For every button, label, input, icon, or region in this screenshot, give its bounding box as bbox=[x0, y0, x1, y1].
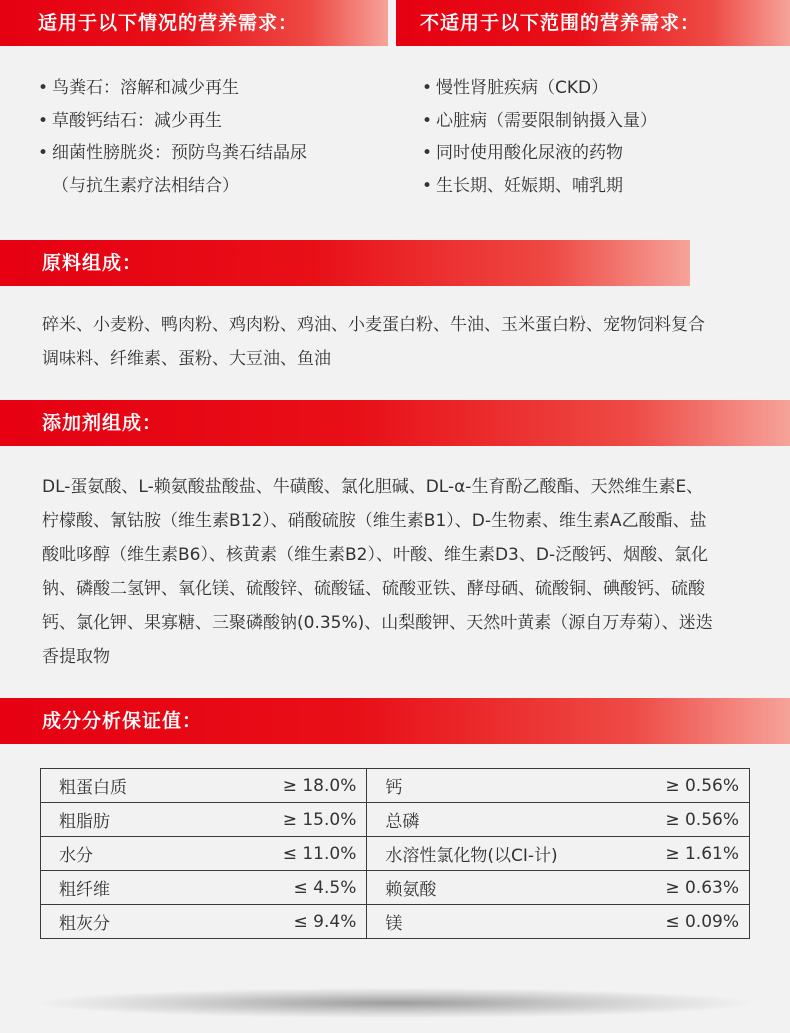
suitable-list bbox=[38, 72, 307, 202]
nutrient-value: ≥ 0.56% bbox=[585, 769, 750, 803]
list-item: • 同时使用酸化尿液的药物 bbox=[422, 143, 623, 163]
list-item: • 鸟粪石：溶解和减少再生 bbox=[38, 78, 239, 98]
nutrient-name: 水分 bbox=[41, 837, 201, 871]
nutrient-name: 粗脂肪 bbox=[41, 803, 201, 837]
unsuitable-list bbox=[422, 72, 657, 202]
nutrient-name: 粗纤维 bbox=[41, 871, 201, 905]
list-item: • 慢性肾脏疾病（CKD） bbox=[422, 78, 609, 98]
additives-text bbox=[42, 470, 762, 674]
text-line: 调味料、纤维素、蛋粉、大豆油、鱼油 bbox=[42, 349, 331, 369]
table-row bbox=[41, 905, 750, 939]
nutrient-value: ≤ 9.4% bbox=[200, 905, 367, 939]
ingredients-text bbox=[42, 308, 762, 376]
nutrient-value: ≥ 1.61% bbox=[585, 837, 750, 871]
table-row bbox=[41, 769, 750, 803]
text-line: 香提取物 bbox=[42, 647, 110, 667]
text-line: 柠檬酸、氰钴胺（维生素B12）、硝酸硫胺（维生素B1）、D-生物素、维生素A乙酸酯、盐 bbox=[42, 511, 707, 531]
nutrient-name: 水溶性氯化物(以CI-计) bbox=[367, 837, 585, 871]
list-item: • 生长期、妊娠期、哺乳期 bbox=[422, 175, 623, 196]
analysis-table bbox=[40, 768, 750, 939]
list-item: • 草酸钙结石：减少再生 bbox=[38, 110, 222, 131]
analysis-header: 成分分析保证值： bbox=[0, 698, 790, 744]
nutrient-value: ≤ 0.09% bbox=[585, 905, 750, 939]
nutrient-value: ≥ 15.0% bbox=[200, 803, 367, 837]
nutrient-name: 赖氨酸 bbox=[367, 871, 585, 905]
list-item: （与抗生素疗法相结合） bbox=[52, 175, 239, 196]
ingredients-header: 原料组成： bbox=[0, 240, 690, 286]
nutrient-name: 总磷 bbox=[367, 803, 585, 837]
nutrient-name: 镁 bbox=[367, 905, 585, 939]
text-line: 钠、磷酸二氢钾、氧化镁、硫酸锌、硫酸锰、硫酸亚铁、酵母硒、硫酸铜、碘酸钙、硫酸 bbox=[42, 579, 705, 599]
list-item: • 细菌性膀胱炎：预防鸟粪石结晶尿 bbox=[38, 143, 307, 163]
nutrient-value: ≥ 0.56% bbox=[585, 803, 750, 837]
nutrient-name: 粗灰分 bbox=[41, 905, 201, 939]
text-line: 钙、氯化钾、果寡糖、三聚磷酸钠(0.35%)、山梨酸钾、天然叶黄素（源自万寿菊）、迷迭 bbox=[42, 613, 713, 633]
nutrient-value: ≤ 4.5% bbox=[200, 871, 367, 905]
nutrient-value: ≥ 18.0% bbox=[200, 769, 367, 803]
unsuitable-header: 不适用于以下范围的营养需求： bbox=[396, 0, 790, 46]
additives-header: 添加剂组成： bbox=[0, 400, 790, 446]
suitable-header: 适用于以下情况的营养需求： bbox=[0, 0, 388, 46]
nutrient-value: ≥ 0.63% bbox=[585, 871, 750, 905]
table-row bbox=[41, 837, 750, 871]
bottom-shadow bbox=[40, 988, 750, 1018]
list-item: • 心脏病（需要限制钠摄入量） bbox=[422, 110, 657, 131]
nutrient-value: ≤ 11.0% bbox=[200, 837, 367, 871]
nutrient-name: 粗蛋白质 bbox=[41, 769, 201, 803]
nutrient-name: 钙 bbox=[367, 769, 585, 803]
table-row bbox=[41, 871, 750, 905]
table-row bbox=[41, 803, 750, 837]
text-line: 碎米、小麦粉、鸭肉粉、鸡肉粉、鸡油、小麦蛋白粉、牛油、玉米蛋白粉、宠物饲料复合 bbox=[42, 315, 705, 335]
text-line: 酸吡哆醇（维生素B6）、核黄素（维生素B2）、叶酸、维生素D3、D-泛酸钙、烟酸、氯化 bbox=[42, 545, 709, 565]
text-line: DL-蛋氨酸、L-赖氨酸盐酸盐、牛磺酸、氯化胆碱、DL-α-生育酚乙酸酯、天然维生素E、 bbox=[42, 477, 704, 497]
